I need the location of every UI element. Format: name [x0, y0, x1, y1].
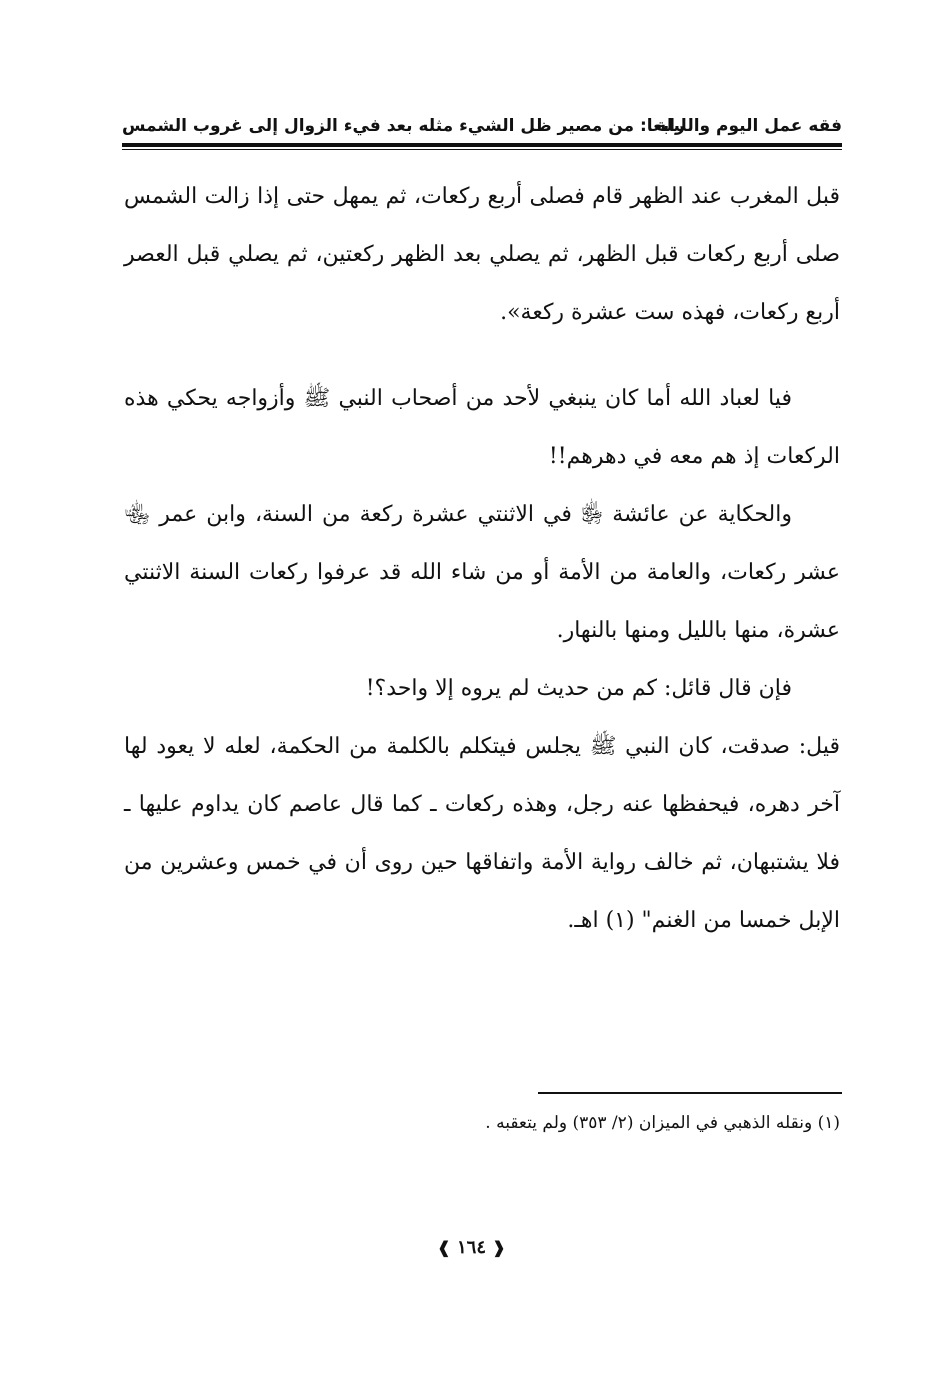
paragraph: قبل المغرب عند الظهر قام فصلى أربع ركعات، ثم يمهل حتى إذا زالت الشمس صلى أربع ركعات قبل الظهر، ثم يصلي بعد الظهر ركعتين، ثم يصلي قبل العصر أربع ركعات، فهذه ست عشرة ركعة». [124, 184, 840, 325]
header-rule-thin [122, 149, 842, 150]
paragraph: فإن قال قائل: كم من حديث لم يروه إلا واحد؟! [365, 676, 792, 701]
ornament-icon: ❱ [437, 1238, 451, 1257]
footnote: (١) ونقله الذهبي في الميزان (٢/ ٣٥٣) ولم يتعقبه . [485, 1113, 840, 1133]
paragraph: والحكاية عن عائشة ﵂ في الاثنتي عشرة ركعة من السنة، وابن عمر ﵄ عشر ركعات، والعامة من الأمة أو من شاء الله قد عرفوا ركعات السنة الاثنتي عشرة، منها بالليل ومنها بالنهار. [124, 502, 840, 643]
page-number [0, 1237, 943, 1258]
section-title: رابعا: من مصير ظل الشيء مثله بعد فيء الزوال إلى غروب الشمس [122, 116, 685, 136]
main-text [124, 168, 840, 950]
running-header [122, 112, 842, 142]
paragraph-gap [124, 342, 840, 370]
header-rule-thick [122, 143, 842, 147]
footnote-separator [538, 1092, 842, 1094]
ornament-icon: ❰ [492, 1238, 506, 1257]
book-title: فقه عمل اليوم والليلة [656, 116, 842, 136]
paragraph: قيل: صدقت، كان النبي ﷺ يجلس فيتكلم بالكلمة من الحكمة، لعله لا يعود لها آخر دهره، فيحفظها عنه رجل، وهذه ركعات ـ كما قال عاصم كان يداوم عليها ـ فلا يشتبهان، ثم خالف رواية الأمة واتفاقها حين روى أن في خمس وعشرين من الإبل خمسا من الغنم" (١) اهـ. [124, 734, 840, 933]
page-number-value: ١٦٤ [456, 1237, 486, 1258]
paragraph: فيا لعباد الله أما كان ينبغي لأحد من أصحاب النبي ﷺ وأزواجه يحكي هذه الركعات إذ هم معه في دهرهم!! [124, 386, 840, 469]
